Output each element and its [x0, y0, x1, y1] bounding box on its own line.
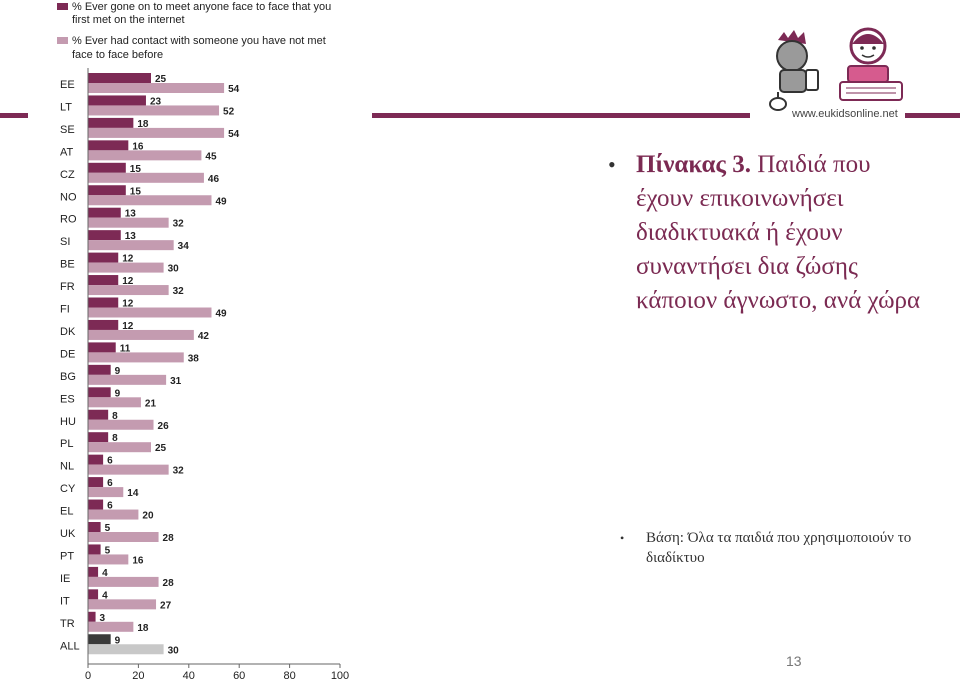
category-label: EE: [60, 79, 75, 91]
category-label: DE: [60, 348, 76, 361]
x-tick-label: 60: [233, 670, 246, 682]
bar-contact: [88, 487, 123, 497]
data-label-contact: 14: [127, 488, 139, 500]
data-label-contact: 20: [142, 510, 154, 522]
data-label-met: 12: [122, 298, 134, 310]
category-label: DK: [60, 325, 76, 338]
data-label-met: 16: [132, 141, 144, 153]
data-label-met: 13: [124, 231, 136, 243]
bar-met: [88, 522, 101, 532]
x-tick-label: 100: [330, 670, 350, 682]
category-label: UK: [60, 528, 76, 540]
data-label-met: 15: [129, 163, 141, 175]
bar-met: [88, 612, 96, 622]
data-label-met: 11: [119, 343, 131, 355]
bar-met: [88, 365, 111, 375]
category-label: PT: [60, 550, 75, 563]
bar-met: [88, 410, 108, 420]
category-label: BE: [60, 258, 75, 271]
basis-note: [620, 528, 940, 568]
data-label-met: 6: [107, 455, 113, 467]
data-label-met: 6: [107, 500, 113, 512]
bar-contact: [88, 150, 201, 160]
basis-bullet: •: [620, 531, 625, 545]
title-description: Παιδιά που έχουν επικοινωνήσει διαδικτυακά ή έχουν συναντήσει δια ζώσης κάποιον άγνωστο, ανά χώρα: [636, 151, 921, 314]
category-label: NL: [60, 460, 75, 473]
bar-met: [88, 95, 146, 105]
bar-met: [88, 589, 98, 599]
data-label-met: 8: [112, 410, 118, 422]
category-label: PL: [60, 438, 74, 451]
bar-met: [88, 230, 121, 240]
bar-met: [88, 387, 111, 397]
category-label: RO: [60, 213, 77, 226]
data-label-contact: 26: [157, 420, 169, 432]
data-label-contact: 46: [207, 173, 220, 185]
category-label: CZ: [60, 168, 75, 181]
category-label: IT: [60, 595, 70, 608]
bar-chart: [0, 0, 360, 683]
data-label-met: 25: [155, 74, 167, 85]
category-label: EL: [60, 505, 74, 518]
basis-text: Βάση: Όλα τα παιδιά που χρησιμοποιούν το διαδίκτυο: [646, 530, 912, 566]
data-label-met: 12: [122, 253, 134, 265]
category-label: TR: [60, 617, 75, 630]
data-label-contact: 16: [132, 555, 144, 567]
data-label-met: 9: [114, 635, 121, 647]
title-label: Πίνακας 3.: [636, 151, 751, 178]
bar-met: [88, 500, 103, 510]
category-label: HU: [60, 415, 76, 428]
data-label-contact: 27: [160, 600, 172, 612]
data-label-contact: 32: [172, 286, 184, 298]
data-label-met: 5: [104, 545, 111, 557]
bar-contact: [88, 532, 159, 542]
data-label-met: 15: [129, 186, 141, 198]
legend-swatch-met: [57, 3, 68, 10]
bar-met: [88, 73, 151, 83]
x-tick-label: 20: [132, 670, 145, 682]
bar-met: [88, 432, 108, 442]
data-label-contact: 52: [223, 106, 235, 118]
bar-met: [88, 320, 118, 330]
data-label-contact: 45: [205, 151, 217, 163]
category-label: SI: [60, 236, 71, 249]
data-label-contact: 30: [167, 263, 179, 275]
x-tick-label: 0: [84, 670, 92, 682]
logo-url: www.eukidsonline.net: [792, 108, 898, 120]
bar-contact: [88, 330, 194, 340]
data-label-met: 13: [124, 208, 136, 220]
bar-met: [88, 634, 111, 644]
bar-contact: [88, 442, 151, 452]
data-label-contact: 54: [228, 84, 240, 95]
data-label-contact: 18: [137, 622, 149, 634]
bar-contact: [88, 465, 169, 475]
legend-label-met-line1: % Ever gone on to meet anyone face to face that you: [72, 1, 332, 13]
data-label-met: 9: [114, 388, 121, 400]
title-bullet: •: [608, 152, 616, 177]
left-accent-line: [0, 113, 28, 118]
category-label: CY: [60, 483, 76, 496]
category-label: IE: [60, 572, 71, 585]
category-label: FI: [60, 303, 70, 316]
bar-contact: [88, 308, 211, 318]
category-label: AT: [60, 146, 74, 159]
bar-met: [88, 544, 101, 554]
data-label-met: 3: [99, 612, 106, 624]
legend-label-contact-line2: face to face before: [72, 49, 164, 61]
bar-contact: [88, 128, 224, 138]
bar-contact: [88, 195, 211, 205]
data-label-contact: 49: [215, 308, 227, 320]
data-label-met: 23: [149, 96, 162, 108]
chart-legend: [57, 1, 331, 61]
data-label-contact: 38: [187, 353, 199, 365]
data-label-contact: 34: [177, 241, 189, 253]
data-label-met: 18: [137, 118, 149, 130]
slide-title: [608, 148, 922, 318]
eukidsonline-logo: [760, 22, 940, 122]
bar-met: [88, 208, 121, 218]
category-label: NO: [60, 191, 77, 204]
bar-contact: [88, 375, 166, 385]
data-label-met: 5: [104, 523, 111, 534]
bar-met: [88, 118, 133, 128]
bar-contact: [88, 173, 204, 183]
bar-met: [88, 477, 103, 487]
data-label-met: 6: [107, 478, 113, 490]
data-label-contact: 25: [155, 443, 167, 455]
middle-accent-line: [372, 113, 750, 118]
data-label-contact: 32: [172, 465, 184, 477]
data-label-contact: 31: [170, 375, 182, 387]
data-label-met: 4: [102, 567, 108, 579]
data-label-contact: 32: [172, 218, 184, 230]
category-label: LT: [60, 101, 73, 114]
bar-met: [88, 567, 98, 577]
bar-met: [88, 253, 118, 263]
data-label-contact: 49: [215, 196, 227, 208]
x-tick-label: 40: [182, 670, 195, 682]
girl-icon: [840, 29, 902, 100]
category-label: SE: [60, 123, 75, 136]
bar-met: [88, 163, 126, 173]
category-label: ALL: [60, 640, 80, 653]
bar-met: [88, 185, 126, 195]
bar-contact: [88, 510, 138, 520]
legend-swatch-contact: [57, 37, 68, 44]
bar-met: [88, 140, 128, 150]
data-label-contact: 42: [197, 330, 209, 342]
legend-label-met-line2: first met on the internet: [72, 14, 185, 26]
category-label: FR: [60, 281, 75, 294]
bar-contact: [88, 577, 159, 587]
bar-contact: [88, 599, 156, 609]
data-label-contact: 21: [144, 398, 157, 410]
x-tick-label: 80: [283, 670, 296, 682]
category-label: ES: [60, 393, 75, 406]
page-number: 13: [786, 653, 802, 669]
data-label-met: 12: [122, 276, 134, 288]
boy-icon: [770, 30, 818, 110]
bar-contact: [88, 644, 164, 654]
bar-met: [88, 298, 118, 308]
data-label-contact: 54: [228, 128, 240, 140]
category-label: BG: [60, 370, 76, 383]
legend-label-contact-line1: % Ever had contact with someone you have not met: [72, 35, 326, 47]
data-label-contact: 28: [162, 577, 174, 589]
data-label-met: 9: [114, 365, 121, 377]
data-label-met: 12: [122, 320, 134, 332]
bar-met: [88, 342, 116, 352]
data-label-met: 4: [102, 590, 108, 602]
bar-contact: [88, 420, 154, 430]
data-label-met: 8: [112, 433, 118, 445]
bar-met: [88, 455, 103, 465]
data-label-contact: 30: [167, 645, 179, 657]
bar-contact: [88, 622, 133, 632]
bar-contact: [88, 352, 184, 362]
bar-met: [88, 275, 118, 285]
data-label-contact: 28: [162, 533, 174, 544]
